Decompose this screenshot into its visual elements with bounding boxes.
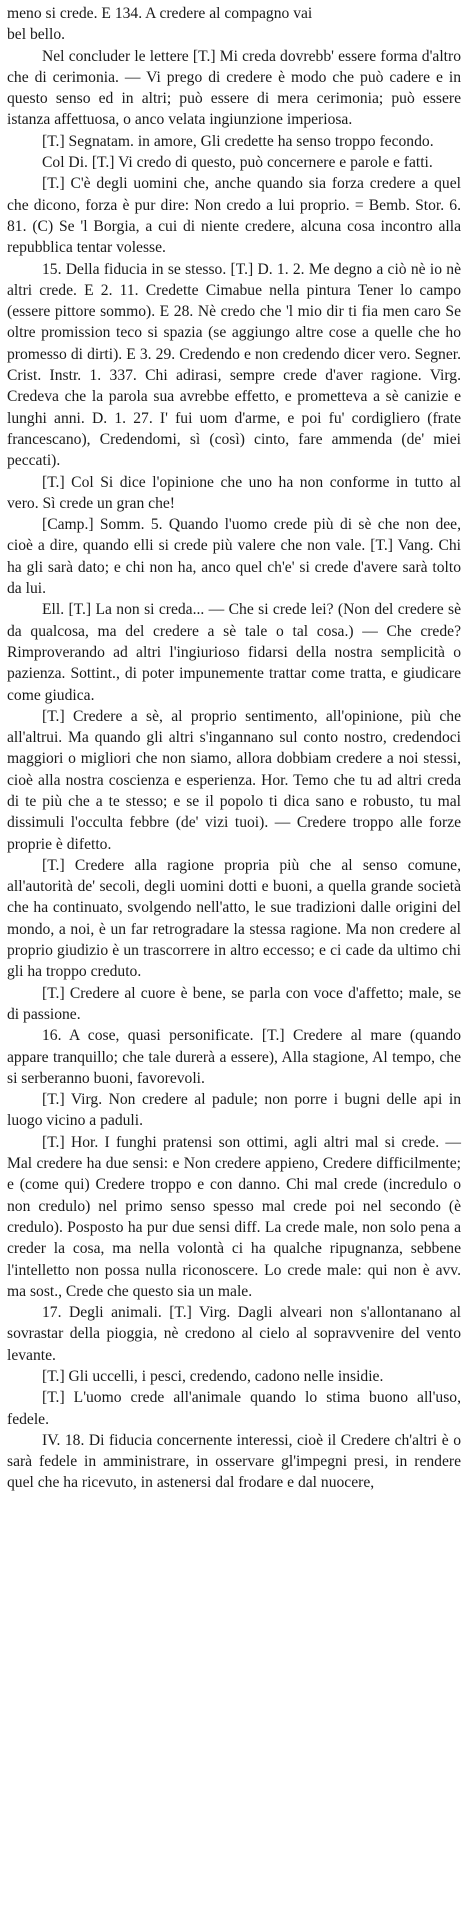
text-paragraph: [T.] Gli uccelli, i pesci, credendo, cadono nelle insidie. [42,1368,384,1385]
text-paragraph: [T.] Credere a sè, al proprio sentimento, all'opinione, più che all'altrui. Ma quando gli altri s'ingannano sul conto nostro, credendoci maggiori o migliori che non siamo, allora dobbiam credere a noi stessi, cioè alla nostra coscienza e esperienza. Hor. Temo che tu ad altri creda di te più che a te stesso; e se il popolo ti dica sano e robusto, tu mal dissimuli l'occulta febbre (de' vizi tuoi). — Credere troppo alle forze proprie è difetto. [7,707,461,853]
text-paragraph: [T.] Credere al cuore è bene, se parla con voce d'affetto; male, se di passione. [7,984,461,1023]
text-paragraph: [T.] Col Si dice l'opinione che uno ha non conforme in tutto al vero. Sì crede un gran che! [7,473,461,512]
text-paragraph: [T.] Segnatam. in amore, Gli credette ha senso troppo fecondo. [42,132,434,150]
text-paragraph: Ell. [T.] La non si creda... — Che si crede lei? (Non del credere sè da qualcosa, ma del credere a sè tale o tal cosa.) — Che crede? Rimproverando ad altri l'ingiurioso fidarsi della nostra semplicità o pazienza. Sottint., di poter impunemente trattar come tratta, e giudicare come giudica. [7,601,461,704]
text-paragraph: [Camp.] Somm. 5. Quando l'uomo crede più di sè che non dee, cioè a dire, quando elli si crede più valere che non vale. [T.] Vang. Chi ha gli sarà dato; e chi non ha, anco quel ch'e' si crede d'avere sarà tolto da lui. [7,516,461,598]
text-paragraph: Col Di. [T.] Vi credo di questo, può concernere e parole e fatti. [42,154,433,172]
text-paragraph: [T.] L'uomo crede all'animale quando lo stima buono all'uso, fedele. [7,1389,461,1428]
text-paragraph: Nel concluder le lettere [T.] Mi creda dovrebb' essere forma d'altro che di cerimonia. — Vi prego di credere è modo che può cadere e in questo senso ed in altri; può essere di mera cerimonia; può essere istanza affettuosa, o anco velata ingiunzione imperiosa. [7,47,461,129]
text-paragraph: 15. Della fiducia in se stesso. [T.] D. 1. 2. Me degno a ciò nè io nè altri crede. E 2. 11. Credette Cimabue nella pintura Tener lo campo (essere pittore sommo). E 28. Nè credo che 'l mio dir ti fia men caro Se oltre promission teco si spazia (se aggiungo altre cose a quelle che ho promesso di dirti). E 3. 29. Credendo e non credendo dicer vero. Segner. Crist. Instr. 1. 337. Chi adirasi, sempre crede d'aver ragione. Virg. Credeva che la parola sua avrebbe effetto, e prometteva a sè canizie e lunghi anni. D. 1. 27. I' fui uom d'arme, e poi fu' cordigliero (frate francescano), Credendomi, sì (così) cinto, fare ammenda (de' miei peccati). [7,260,461,470]
text-paragraph: [T.] Hor. I funghi pratensi son ottimi, agli altri mal si crede. — Mal credere ha due sensi: e Non credere appieno, Credere difficilmente; e (come qui) Credere troppo e con danno. Chi mal crede (incredulo o non credulo) nel primo senso spesso mal crede poi nel secondo (è credulo). Posposto ha pur due sensi diff. La crede male, non solo pena a creder la cosa, ma nella volontà ci ha qualche ripugnanza, sebbene l'intelletto non possa nulla riconoscere. Lo crede male: qui non è avv. ma sost., Crede che questo sia un male. [7,1133,461,1300]
text-paragraph: meno si crede. E 134. A credere al compagno vai bel bello. [7,5,313,44]
text-paragraph: [T.] C'è degli uomini che, anche quando sia forza credere a quel che dicono, forza è pur dire: Non credo a lui proprio. = Bemb. Stor. 6. 81. (C) Se 'l Borgia, a cui di niente credere, alcuna cosa incontro alla repubblica tentar volesse. [7,175,461,257]
text-paragraph: [T.] Credere alla ragione propria più che al senso comune, all'autorità de' secoli, degli uomini dotti e buoni, a quella grande società che ha continuato, svolgendo nell'atto, le sue tradizioni dalle origini del mondo, a noi, è un far retrogradare la stessa ragione. Ma non credere al proprio giudizio è un trascorrere in altro eccesso; e ci cade da ultimo chi gli ha troppo creduto. [7,856,461,981]
text-paragraph: IV. 18. Di fiducia concernente interessi, cioè il Credere ch'altri è o sarà fedele in amministrare, in osservare gl'impegni presi, in rendere quel che ha ricevuto, in astenersi dal frodare e dal nuocere, [7,1431,461,1492]
text-paragraph: 17. Degli animali. [T.] Virg. Dagli alveari non s'allontanano al sovrastar della pioggia, nè credono al cielo al sopravvenire del vento levante. [7,1304,461,1364]
text-paragraph: 16. A cose, quasi personificate. [T.] Credere al mare (quando appare tranquillo; che tale durerà a essere), Alla stagione, Al tempo, che si serberanno buoni, favorevoli. [7,1027,461,1087]
text-paragraph: [T.] Virg. Non credere al padule; non porre i bugni delle api in luogo vicino a paduli. [7,1091,461,1130]
